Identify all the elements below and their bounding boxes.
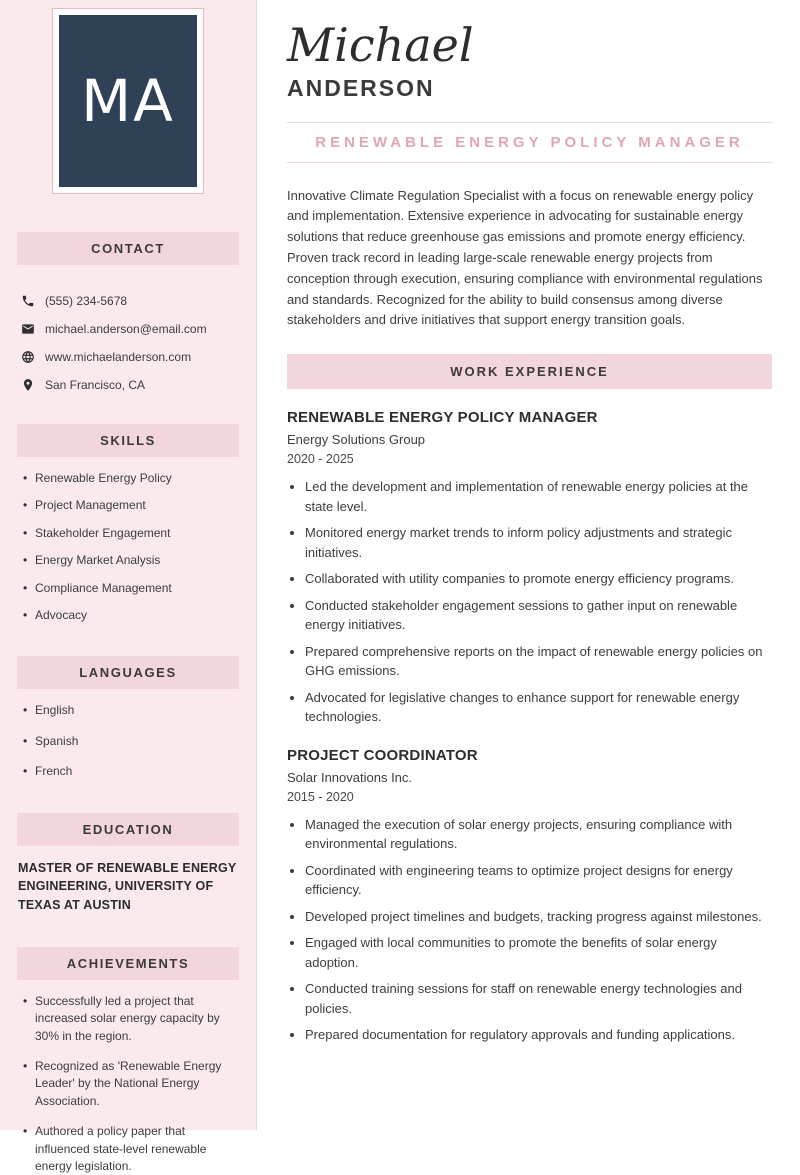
first-name: Michael [287,18,474,72]
job-bullet: • Conducted stakeholder engagement sessions to gather input on renewable energy initiatives. [305,596,772,635]
skill-item: • Renewable Energy Policy [23,470,239,487]
achievements-header: ACHIEVEMENTS [17,947,239,980]
sidebar [0,0,257,1173]
name-header [287,20,772,102]
contact-location [21,378,239,392]
job-bullet: • Advocated for legislative changes to enhance support for renewable energy technologies. [305,688,772,727]
job-bullet: • Conducted training sessions for staff on renewable energy technologies and policies. [305,979,772,1018]
skill-item: • Compliance Management [23,580,239,597]
job-bullet: • Led the development and implementation of renewable energy policies at the state level. [305,477,772,516]
language-item: • Spanish [23,733,239,750]
contact-header: CONTACT [17,232,239,265]
job-bullet: • Coordinated with engineering teams to optimize project designs for energy efficiency. [305,861,772,900]
skills-section [17,424,239,624]
avatar-initials: MA [81,67,175,135]
skill-item: • Advocacy [23,607,239,624]
job-entry [287,409,772,727]
job-bullets [287,815,772,1045]
languages-section [17,656,239,780]
last-name: ANDERSON [287,74,435,101]
achievement-item: • Recognized as 'Renewable Energy Leader' by the National Energy Association. [23,1058,239,1110]
job-bullet: • Prepared comprehensive reports on the impact of renewable energy policies on GHG emissions. [305,642,772,681]
work-experience-header: WORK EXPERIENCE [287,354,772,389]
job-bullet: • Prepared documentation for regulatory approvals and funding applications. [305,1025,772,1045]
job-bullet: • Managed the execution of solar energy projects, ensuring compliance with environmental regulations. [305,815,772,854]
achievements-list [17,993,239,1175]
phone-icon [21,294,35,308]
languages-list [17,702,239,780]
job-dates: 2015 - 2020 [287,789,354,804]
contact-website-text: www.michaelanderson.com [45,350,192,364]
education-degree: MASTER OF RENEWABLE ENERGY ENGINEERING, UNIVERSITY OF TEXAS AT AUSTIN [18,860,237,913]
contact-phone-text: (555) 234-5678 [45,294,128,308]
job-bullet: • Developed project timelines and budgets, tracking progress against milestones. [305,907,772,927]
contact-location-text: San Francisco, CA [45,378,146,392]
job-title-banner: RENEWABLE ENERGY POLICY MANAGER [287,122,772,163]
languages-header: LANGUAGES [17,656,239,689]
avatar-monogram-box [59,15,197,187]
job-entry [287,747,772,1045]
language-item: • French [23,763,239,780]
education-header: EDUCATION [17,813,239,846]
job-bullet: • Collaborated with utility companies to promote energy efficiency programs. [305,569,772,589]
skills-list [17,470,239,624]
achievement-item: • Authored a policy paper that influenced state-level renewable energy legislation. [23,1123,239,1175]
achievements-section [17,947,239,1175]
job-bullets [287,477,772,727]
job-company: Energy Solutions Group [287,432,426,448]
skill-item: • Stakeholder Engagement [23,525,239,542]
contact-email [21,322,239,336]
skills-header: SKILLS [17,424,239,457]
location-icon [21,378,35,392]
achievement-item: • Successfully led a project that increased solar energy capacity by 30% in the region. [23,993,239,1045]
main-column [257,0,800,1130]
globe-icon [21,350,35,364]
contact-email-text: michael.anderson@email.com [45,322,207,336]
education-section [17,813,239,915]
professional-summary: Innovative Climate Regulation Specialist with a focus on renewable energy policy and implementation. Extensive experience in advocating for sustainable energy solutions that reduce greenhouse gas emissions and promote energy efficiency. Proven track record in leading large-scale renewable energy projects from conception through execution, ensuring compliance with environmental regulations and standards. Recognized for the ability to build consensus among diverse stakeholders and drive initiatives that support energy transition goals. [287,187,763,328]
email-icon [21,322,35,336]
contact-website [21,350,239,364]
job-company: Solar Innovations Inc. [287,769,413,785]
contact-phone [21,294,239,308]
job-bullet: • Monitored energy market trends to inform policy adjustments and strategic initiatives. [305,523,772,562]
avatar [52,8,204,194]
job-bullet: • Engaged with local communities to promote the benefits of solar energy adoption. [305,933,772,972]
job-dates: 2020 - 2025 [287,452,354,467]
job-title: PROJECT COORDINATOR [287,746,478,764]
contact-list [17,278,239,392]
contact-section [17,232,239,392]
skill-item: • Energy Market Analysis [23,552,239,569]
language-item: • English [23,702,239,719]
job-title: RENEWABLE ENERGY POLICY MANAGER [287,409,598,427]
skill-item: • Project Management [23,497,239,514]
